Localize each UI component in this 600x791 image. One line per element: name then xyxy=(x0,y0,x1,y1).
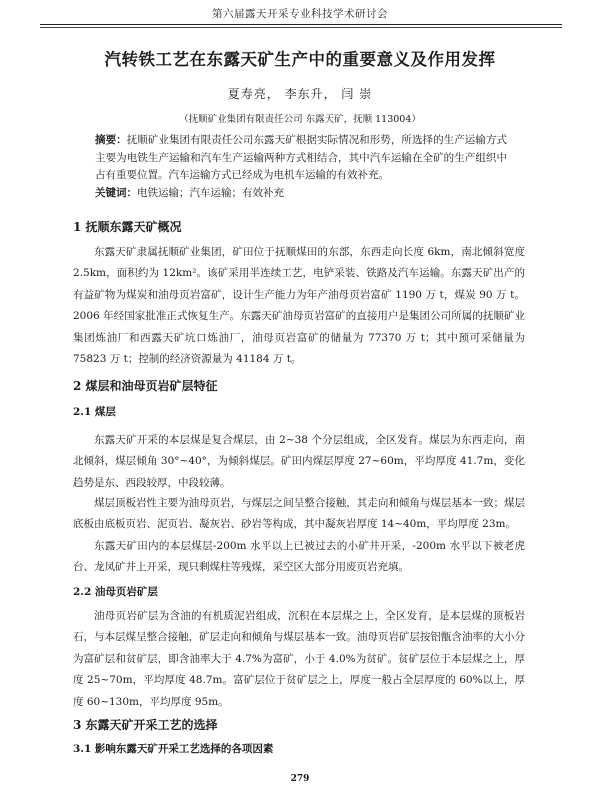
paper-title: 汽转铁工艺在东露天矿生产中的重要意义及作用发挥 xyxy=(104,50,496,69)
section-heading-3: 3 东露天矿开采工艺的选择 xyxy=(73,718,218,732)
subsection-heading-2-2: 2.2 油母页岩矿层 xyxy=(73,586,158,598)
section-1-paragraph: 东露天矿隶属抚顺矿业集团，矿田位于抚顺煤田的东部，东西走向长度 6km，南北倾斜宽度 2.5km，面积约为 12km²。该矿采用半连续工艺，电铲采装、铁路及汽车运输。东露天矿出产的有益矿物为煤炭和油母页岩富矿，设计生产能力为年产油母页岩富矿 1190 万 t，煤炭 90 万 t。2006 年经国家批准正式恢复生产。东露天矿油母页岩富矿的直接用户是集团公司所属的抚顺矿业集团炼油厂和西露天矿坑口炼油厂，油母页岩富矿的储量为 77370 万 t；其中预可采储量为 75823 万 t；控制的经济资源量为 41184 万 t。 xyxy=(73,246,525,366)
subsection-heading-3-1: 3.1 影响东露天矿开采工艺选择的各项因素 xyxy=(73,743,274,755)
abstract-label: 摘要： xyxy=(95,134,127,146)
subsection-2-1-paragraph-2: 煤层顶板岩性主要为油母页岩，与煤层之间呈整合接触，其走向和倾角与煤层基本一致；煤层底板由底板页岩、泥页岩、凝灰岩、砂岩等构成，其中凝灰岩厚度 14~40m，平均厚度 23m。 xyxy=(73,497,525,531)
keywords-text: 电铁运输；汽车运输；有效补充 xyxy=(137,187,284,199)
section-heading-1: 1 抚顺东露天矿概况 xyxy=(73,220,182,234)
author-list: 夏寿亮， 李东升， 闫 崇 xyxy=(227,87,373,101)
header-rule xyxy=(40,24,562,25)
subsection-2-1-paragraph-1: 东露天矿开采的本层煤是复合煤层，由 2~38 个分层组成，全区发育。煤层为东西走向，南北倾斜，煤层倾角 30°~40°，为倾斜煤层。矿田内煤层厚度 27~60m，平均厚度 41.7m，变化趋势是东、西段较厚，中段较薄。 xyxy=(73,434,525,489)
keywords-label: 关键词： xyxy=(95,187,137,199)
running-header: 第六届露天开采专业科技学术研讨会 xyxy=(212,8,388,20)
header-rule-thin xyxy=(40,27,562,28)
subsection-2-2-paragraph: 油母页岩矿层为含油的有机质泥岩组成，沉积在本层煤之上，全区发育，是本层煤的顶板岩石，与本层煤呈整合接触，矿层走向和倾角与煤层基本一致。油母页岩矿层按铝甑含油率的大小分为富矿层和贫矿层，即含油率大于 4.7%为富矿，小于 4.0%为贫矿。贫矿层位于本层煤之上，厚度 25~70m，平均厚度 48.7m。富矿层位于贫矿层之上，厚度一般占全层厚度的 60%以上，厚度 60~130m，平均厚度 95m。 xyxy=(73,610,525,708)
page-number: 279 xyxy=(290,774,310,784)
subsection-2-1-paragraph-3: 东露天矿田内的本层煤层-200m 水平以上已被过去的小矿井开采，-200m 水平以下被老虎台、龙凤矿井上开采，现只剩煤柱等残煤，采空区大部分用废页岩充填。 xyxy=(73,540,525,574)
subsection-heading-2-1: 2.1 煤层 xyxy=(73,406,116,418)
abstract xyxy=(95,132,507,185)
affiliation: （抚顺矿业集团有限责任公司 东露天矿，抚顺 113004） xyxy=(179,114,421,125)
keywords xyxy=(95,185,507,200)
section-heading-2: 2 煤层和油母页岩矿层特征 xyxy=(73,379,218,393)
abstract-text: 抚顺矿业集团有限责任公司东露天矿根据实际情况和形势，所选择的生产运输方式主要为电铁生产运输和汽车生产运输两种方式相结合，其中汽车运输在全矿的生产组织中占有重要位置。汽车运输方式已经成为电机车运输的有效补充。 xyxy=(95,134,508,181)
